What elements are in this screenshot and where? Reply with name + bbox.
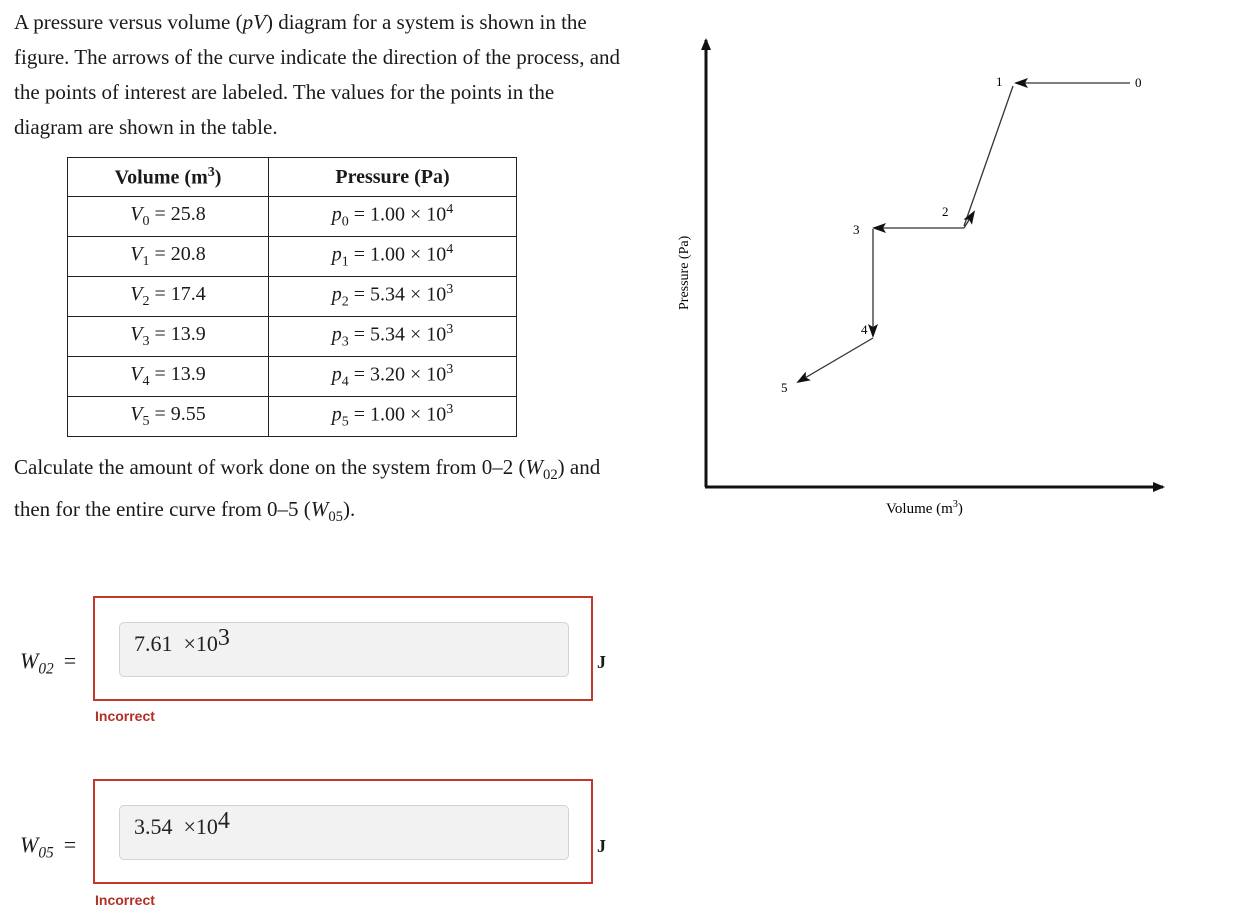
pv-diagram — [660, 20, 1180, 530]
volume-cell: $V_4 = 13.9$ — [68, 357, 269, 397]
w02-input[interactable]: 7.61 ×103 — [119, 622, 569, 677]
problem-pv-symbol: pV — [242, 10, 266, 34]
volume-cell: $V_0 = 25.8$ — [68, 197, 269, 237]
w05-answer-box — [93, 779, 593, 884]
table-row — [68, 197, 517, 237]
w05-feedback: Incorrect — [95, 892, 155, 908]
pressure-cell: $p_5 = 1.00 \times 10^3$ — [269, 397, 517, 437]
pressure-cell: $p_2 = 5.34 \times 10^3$ — [269, 277, 517, 317]
table-row — [68, 397, 517, 437]
values-table — [67, 157, 517, 437]
pressure-cell: $p_3 = 5.34 \times 10^3$ — [269, 317, 517, 357]
x-axis-label: Volume $(m^3)$ — [886, 499, 963, 517]
point-label-0: 0 — [1135, 75, 1142, 90]
w02-label: $W_{02}$ = — [20, 648, 77, 678]
problem-intro-part2: ) diagram for a system is shown in the figure. The arrows of the curve indicate the direction of the process, and the points of interest are labeled. The values for the points in the diagram are shown in the table. — [14, 10, 621, 139]
y-axis-label: Pressure (Pa) — [677, 235, 692, 310]
volume-cell: $V_3 = 13.9$ — [68, 317, 269, 357]
point-label-1: 1 — [996, 74, 1003, 89]
point-label-3: 3 — [853, 222, 860, 237]
table-row — [68, 237, 517, 277]
volume-cell: $V_5 = 9.55$ — [68, 397, 269, 437]
pressure-cell: $p_0 = 1.00 \times 10^4$ — [269, 197, 517, 237]
segment-1-2a — [964, 86, 1013, 226]
point-label-5: 5 — [781, 380, 788, 395]
header-volume: Volume $(m^3)$ — [68, 158, 269, 197]
table-row — [68, 357, 517, 397]
problem-statement — [14, 5, 624, 145]
pressure-cell: $p_4 = 3.20 \times 10^3$ — [269, 357, 517, 397]
w02-answer-box — [93, 596, 593, 701]
table-row — [68, 277, 517, 317]
w05-unit: J — [597, 836, 606, 856]
question-statement: Calculate the amount of work done on the system from 0–2 $(W_{02})$ and then for the entire curve from 0–5 $(W_{05})$. — [14, 455, 601, 526]
header-pressure: Pressure (Pa) — [269, 158, 517, 197]
volume-cell: $V_2 = 17.4$ — [68, 277, 269, 317]
segment-4-5 — [798, 338, 873, 382]
w02-unit: J — [597, 652, 606, 672]
w05-input[interactable]: 3.54 ×104 — [119, 805, 569, 860]
w02-feedback: Incorrect — [95, 708, 155, 724]
point-label-2: 2 — [942, 204, 949, 219]
table-row — [68, 317, 517, 357]
volume-cell: $V_1 = 20.8$ — [68, 237, 269, 277]
pressure-cell: $p_1 = 1.00 \times 10^4$ — [269, 237, 517, 277]
table-header-row — [68, 158, 517, 197]
problem-intro-part1: A pressure versus volume ( — [14, 10, 243, 34]
w05-label: $W_{05}$ = — [20, 832, 77, 862]
point-label-4: 4 — [861, 322, 868, 337]
